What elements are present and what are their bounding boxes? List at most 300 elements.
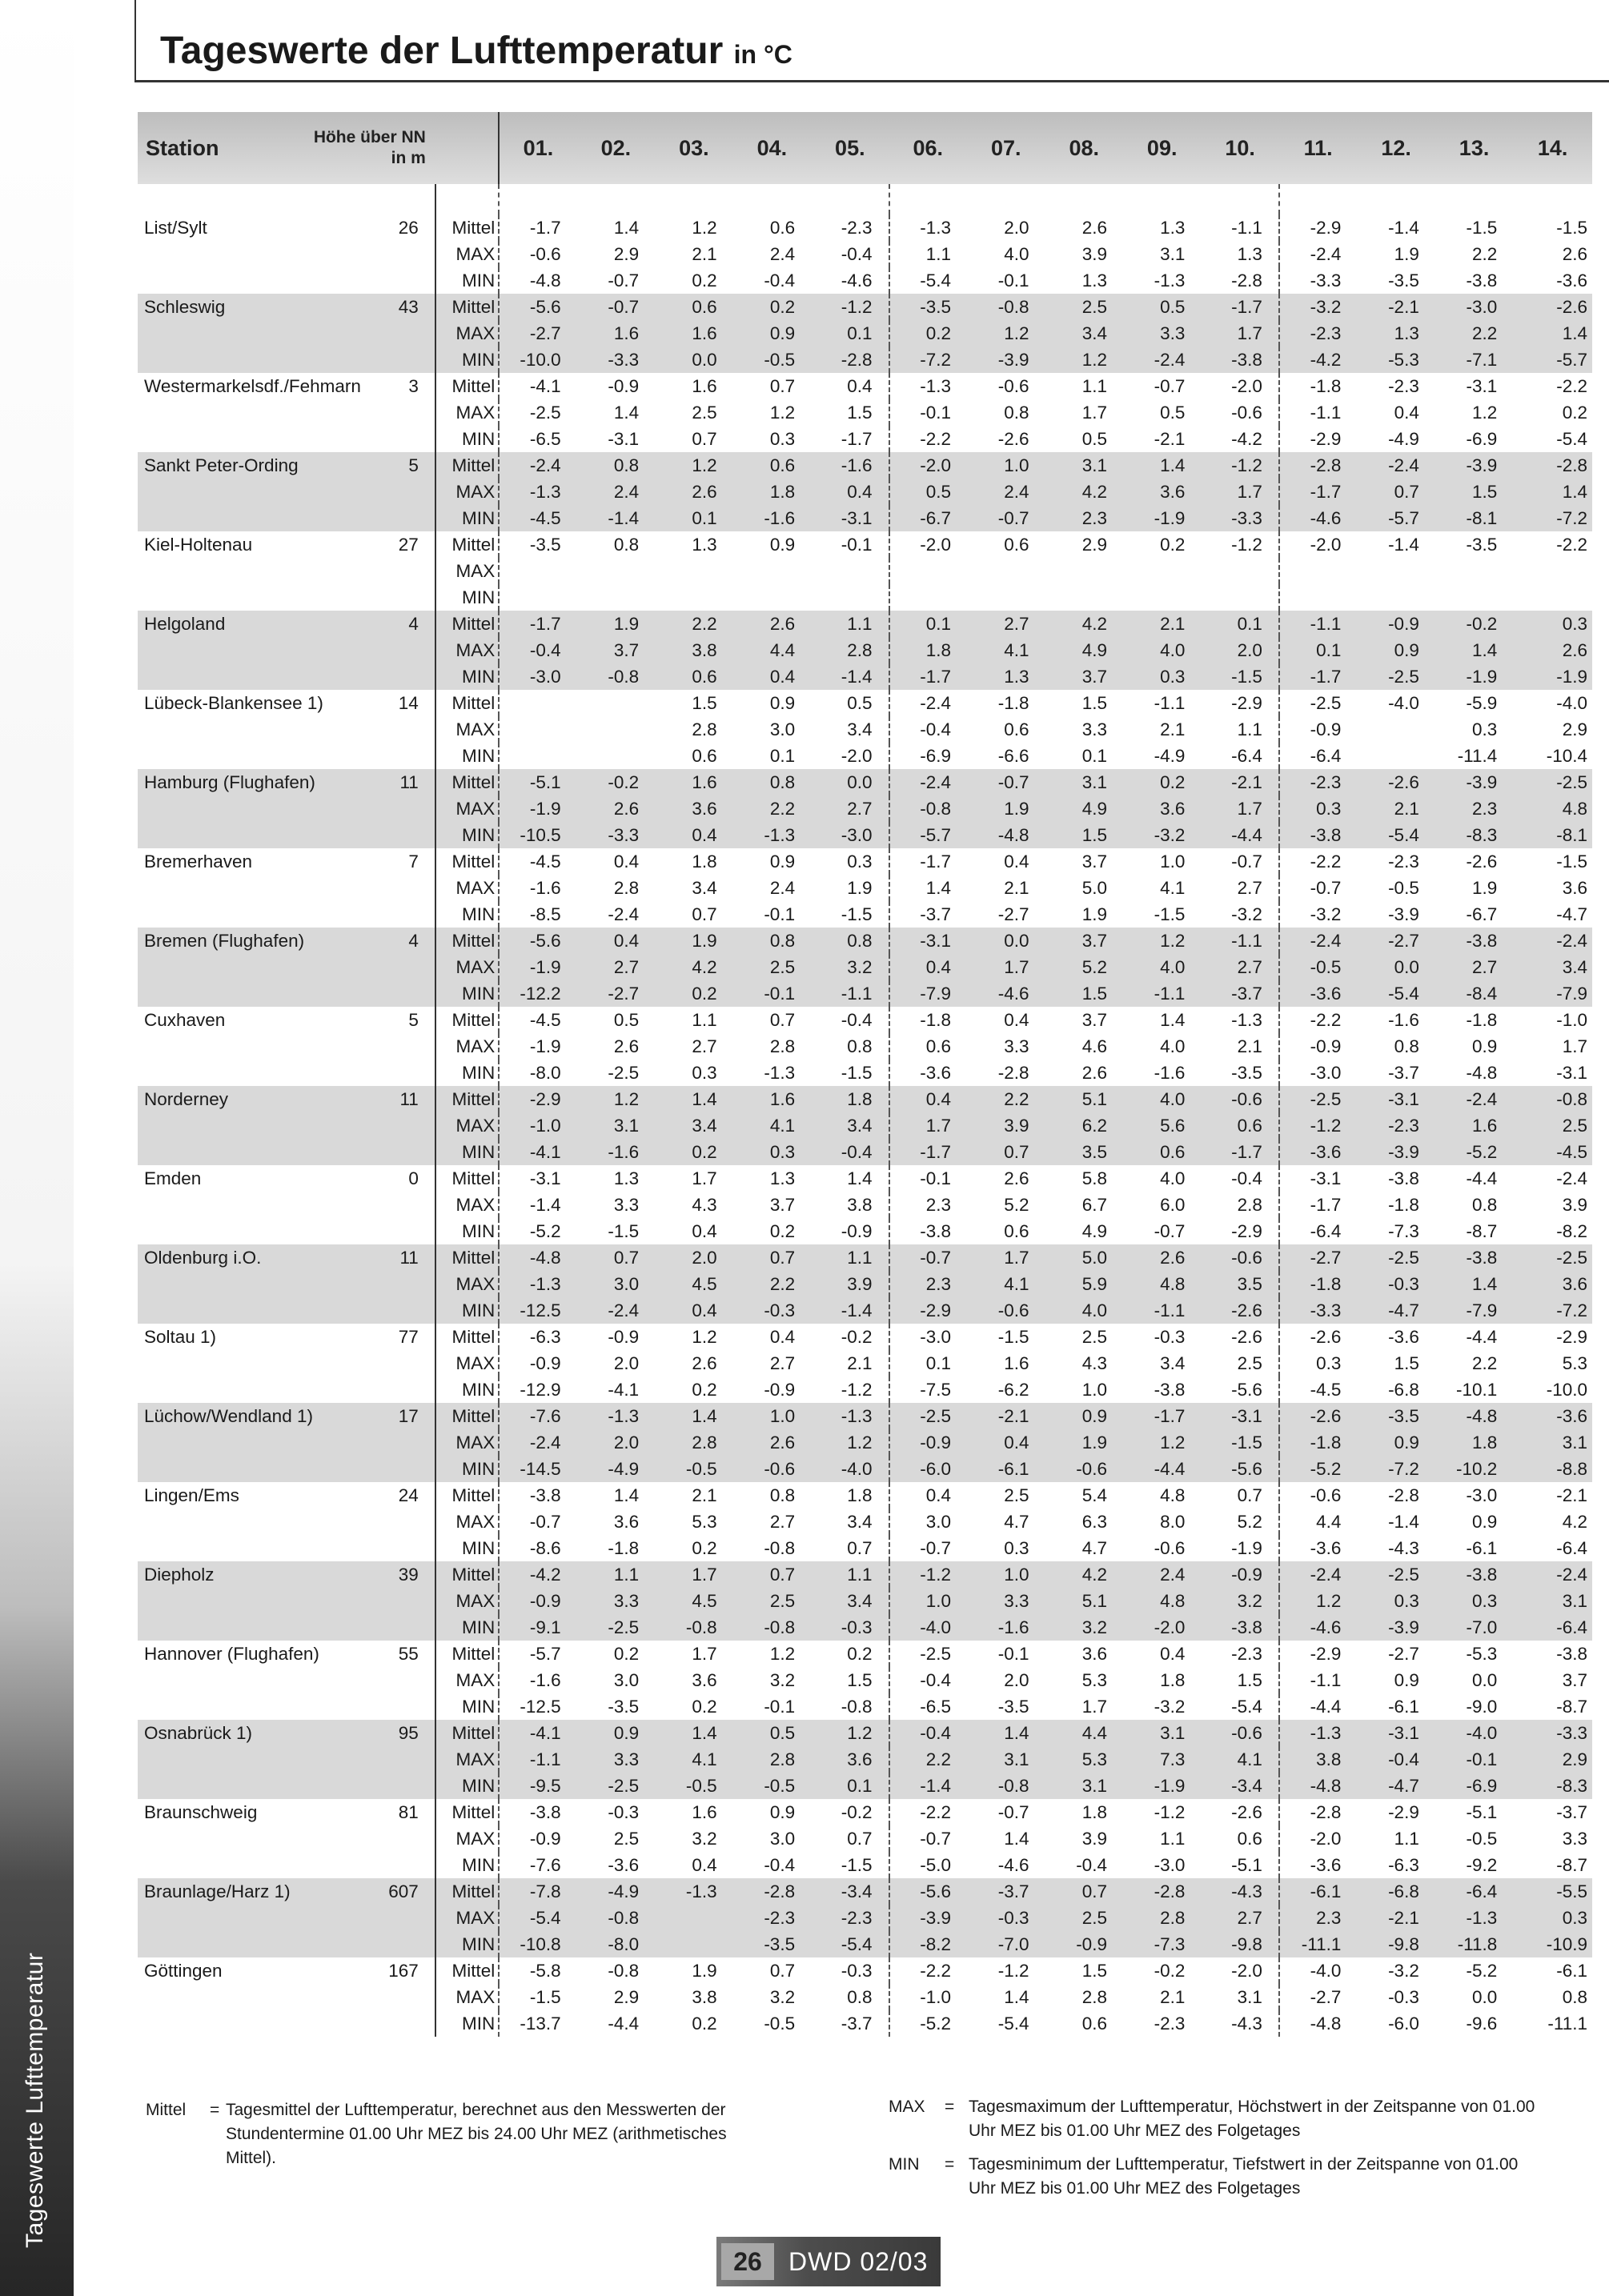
station-height: 5: [313, 452, 435, 479]
temperature-value: -2.8: [1513, 452, 1592, 479]
temperature-value: 0.7: [769, 1010, 796, 1030]
table-row: [138, 426, 1592, 452]
table-row: [138, 1641, 1592, 1667]
temperature-value: -0.7: [967, 769, 1045, 795]
temperature-value: -3.2: [1154, 1697, 1186, 1717]
temperature-value: -0.1: [764, 904, 796, 924]
temperature-value: -4.6: [997, 1855, 1029, 1875]
temperature-value: -4.0: [1310, 1961, 1342, 1981]
row-type-label: MAX: [435, 795, 499, 822]
temperature-value: -9.8: [1357, 1931, 1434, 1957]
station-height: 3: [313, 373, 435, 399]
temperature-value: 3.6: [613, 1512, 640, 1532]
temperature-value: -1.0: [920, 1987, 952, 2007]
temperature-value: -1.2: [1201, 531, 1278, 558]
temperature-value: 0.4: [577, 928, 655, 954]
temperature-value: -3.1: [811, 505, 889, 531]
row-type-label: MAX: [435, 1509, 499, 1535]
temperature-value: 3.1: [1513, 1588, 1592, 1614]
table-row: [138, 1192, 1592, 1218]
temperature-value: [1123, 558, 1201, 584]
temperature-value: -7.2: [1357, 1456, 1434, 1482]
row-type-label: MIN: [435, 1693, 499, 1720]
temperature-value: 0.3: [1004, 1538, 1029, 1558]
temperature-value: 1.3: [613, 1168, 640, 1188]
table-row: [138, 848, 1592, 875]
temperature-value: 1.1: [1160, 1829, 1186, 1849]
temperature-value: -0.5: [733, 347, 811, 373]
temperature-value: -7.2: [1513, 505, 1592, 531]
station-name: [138, 347, 313, 373]
header-day: 06.: [889, 112, 967, 184]
temperature-value: -6.4: [1513, 1614, 1592, 1641]
temperature-value: -2.2: [1310, 1010, 1342, 1030]
station-height: [313, 1060, 435, 1086]
temperature-value: -2.4: [1310, 244, 1342, 264]
station-name: Bremen (Flughafen): [138, 928, 313, 954]
temperature-value: 1.7: [889, 1112, 967, 1139]
temperature-value: -0.8: [811, 1693, 889, 1720]
temperature-value: 0.1: [1279, 637, 1357, 663]
temperature-value: 6.3: [1081, 1512, 1107, 1532]
table-row: [138, 716, 1592, 743]
temperature-value: -3.1: [1357, 1086, 1434, 1112]
station-height: [313, 1350, 435, 1376]
temperature-value: -6.0: [889, 1456, 967, 1482]
temperature-value: -10.2: [1435, 1456, 1513, 1482]
temperature-value: 2.6: [655, 479, 732, 505]
temperature-value: -0.9: [1357, 611, 1434, 637]
temperature-value: 2.6: [577, 795, 655, 822]
temperature-value: 0.0: [1472, 1987, 1498, 2007]
row-type-label: Mittel: [435, 1086, 499, 1112]
temperature-value: 3.8: [1279, 1746, 1357, 1773]
temperature-value: 1.6: [655, 320, 732, 347]
spacer-cell: [1045, 184, 1123, 214]
row-type-label: MIN: [435, 1060, 499, 1086]
temperature-value: 3.2: [769, 1987, 796, 2007]
temperature-value: -2.0: [1201, 373, 1278, 399]
legend-min-equals: =: [945, 2155, 955, 2174]
temperature-value: 3.7: [577, 637, 655, 663]
row-type-label: MIN: [435, 584, 499, 611]
station-height: 17: [313, 1403, 435, 1429]
spacer-cell: [1123, 184, 1201, 214]
temperature-value: -4.1: [608, 1380, 640, 1400]
temperature-value: 3.0: [925, 1512, 952, 1532]
table-row: [138, 1509, 1592, 1535]
temperature-value: -9.0: [1466, 1697, 1498, 1717]
temperature-value: 1.4: [655, 1720, 732, 1746]
table-row: [138, 980, 1592, 1007]
temperature-value: 0.3: [1472, 719, 1498, 739]
temperature-value: 2.5: [1201, 1350, 1278, 1376]
table-row: [138, 1588, 1592, 1614]
temperature-value: 1.8: [1435, 1429, 1513, 1456]
temperature-value: 0.7: [577, 1244, 655, 1271]
temperature-value: 0.0: [1357, 954, 1434, 980]
temperature-value: 1.0: [967, 452, 1045, 479]
temperature-value: 0.3: [1513, 611, 1592, 637]
station-height: [313, 875, 435, 901]
row-type-label: Mittel: [435, 848, 499, 875]
station-height: [313, 1667, 435, 1693]
temperature-value: -0.3: [967, 1905, 1045, 1931]
temperature-value: 2.2: [889, 1746, 967, 1773]
temperature-value: 1.8: [1081, 1802, 1107, 1822]
temperature-value: -1.8: [1310, 376, 1342, 396]
temperature-value: 2.6: [692, 1353, 717, 1373]
temperature-value: 6.0: [1160, 1195, 1186, 1215]
header-station: Station: [138, 112, 313, 184]
temperature-value: 2.0: [613, 1353, 640, 1373]
temperature-value: -2.5: [529, 403, 561, 423]
temperature-value: -0.4: [811, 1139, 889, 1165]
station-height: 4: [313, 928, 435, 954]
temperature-value: 2.7: [577, 954, 655, 980]
temperature-value: -3.6: [1310, 1855, 1342, 1875]
temperature-value: 4.9: [1081, 1221, 1107, 1241]
temperature-value: 2.5: [692, 403, 717, 423]
row-type-label: MIN: [435, 1376, 499, 1403]
temperature-value: 0.0: [967, 928, 1045, 954]
temperature-value: [577, 716, 655, 743]
station-name: [138, 663, 313, 690]
temperature-value: -3.1: [1201, 1403, 1278, 1429]
temperature-value: 1.9: [811, 875, 889, 901]
temperature-value: 0.3: [1357, 1588, 1434, 1614]
temperature-value: 2.6: [1004, 1168, 1029, 1188]
temperature-value: 1.8: [811, 1086, 889, 1112]
temperature-value: -1.1: [1201, 214, 1278, 241]
station-name: [138, 479, 313, 505]
temperature-value: -11.8: [1435, 1931, 1513, 1957]
temperature-value: -2.8: [733, 1878, 811, 1905]
temperature-value: -3.5: [889, 294, 967, 320]
temperature-value: 4.7: [1004, 1512, 1029, 1532]
temperature-value: -5.4: [997, 2014, 1029, 2034]
temperature-value: 7.3: [1123, 1746, 1201, 1773]
temperature-value: -10.8: [499, 1931, 576, 1957]
temperature-value: -3.2: [1123, 822, 1201, 848]
temperature-value: [499, 716, 576, 743]
station-name: [138, 1456, 313, 1482]
temperature-value: 0.8: [769, 1485, 796, 1505]
temperature-value: -2.8: [1123, 1878, 1201, 1905]
temperature-value: -2.2: [920, 1961, 952, 1981]
temperature-value: -2.4: [1279, 928, 1357, 954]
temperature-value: 1.2: [1123, 928, 1201, 954]
station-name: Westermarkelsdf./Fehmarn: [144, 376, 361, 396]
temperature-value: 1.8: [733, 479, 811, 505]
temperature-value: -4.1: [499, 1720, 576, 1746]
temperature-value: -2.1: [1357, 294, 1434, 320]
temperature-value: -4.8: [967, 822, 1045, 848]
spacer-cell: [138, 184, 313, 214]
temperature-value: -4.2: [1201, 426, 1278, 452]
temperature-value: -3.7: [920, 904, 952, 924]
temperature-value: -6.3: [1388, 1855, 1419, 1875]
temperature-value: 1.1: [925, 244, 952, 264]
temperature-value: -0.7: [1154, 1221, 1186, 1241]
table-row: [138, 1350, 1592, 1376]
temperature-value: -12.2: [499, 980, 576, 1007]
temperature-value: 0.7: [1357, 479, 1434, 505]
temperature-value: 2.8: [1201, 1192, 1278, 1218]
temperature-value: -2.0: [811, 743, 889, 769]
temperature-value: 4.6: [1081, 1036, 1107, 1056]
temperature-value: -2.4: [1279, 1561, 1357, 1588]
station-name: Lübeck-Blankensee 1): [144, 693, 323, 713]
station-height: [313, 1509, 435, 1535]
station-height: [313, 1376, 435, 1403]
temperature-value: 1.1: [1394, 1829, 1419, 1849]
temperature-value: -3.6: [608, 1855, 640, 1875]
temperature-value: -3.9: [889, 1905, 967, 1931]
row-type-label: MAX: [435, 954, 499, 980]
temperature-value: -2.7: [1279, 1244, 1357, 1271]
temperature-value: -2.4: [1435, 1086, 1513, 1112]
temperature-value: -3.7: [1388, 1063, 1419, 1083]
side-bar: [0, 0, 74, 2296]
temperature-value: -3.7: [1556, 1802, 1587, 1822]
temperature-value: 3.0: [613, 1670, 640, 1690]
table-body: [138, 184, 1592, 2037]
temperature-value: -3.1: [1310, 1168, 1342, 1188]
temperature-value: 0.3: [1513, 1905, 1592, 1931]
temperature-value: 3.3: [1123, 320, 1201, 347]
temperature-value: 0.9: [733, 320, 811, 347]
temperature-value: 0.4: [1004, 1010, 1029, 1030]
temperature-value: 5.4: [1081, 1485, 1107, 1505]
temperature-value: -0.9: [499, 1588, 576, 1614]
temperature-value: -1.7: [499, 611, 576, 637]
temperature-value: 2.3: [925, 1195, 952, 1215]
station-height: [313, 479, 435, 505]
temperature-value: -1.8: [1388, 1195, 1419, 1215]
temperature-value: 4.5: [655, 1271, 732, 1297]
temperature-value: 1.4: [1004, 1987, 1029, 2007]
temperature-value: 6.7: [1081, 1195, 1107, 1215]
row-type-label: Mittel: [435, 1007, 499, 1033]
header-day: 08.: [1045, 112, 1123, 184]
temperature-value: -5.6: [499, 294, 576, 320]
temperature-value: 0.9: [769, 851, 796, 872]
temperature-value: 0.9: [769, 1802, 796, 1822]
row-type-label: Mittel: [435, 769, 499, 795]
station-name: [138, 1905, 313, 1931]
station-name: [138, 1667, 313, 1693]
table-row: [138, 558, 1592, 584]
temperature-value: -2.2: [920, 1802, 952, 1822]
temperature-value: -6.3: [529, 1327, 561, 1347]
temperature-value: 3.7: [1081, 851, 1107, 872]
temperature-value: 0.0: [811, 769, 889, 795]
temperature-value: -5.1: [1466, 1802, 1498, 1822]
temperature-value: -0.1: [733, 980, 811, 1007]
temperature-value: 2.2: [733, 1271, 811, 1297]
table-row: [138, 1799, 1592, 1825]
station-height: 24: [313, 1482, 435, 1509]
temperature-value: 3.7: [1045, 663, 1123, 690]
temperature-value: -5.4: [1357, 980, 1434, 1007]
station-name: [138, 637, 313, 663]
temperature-value: 3.2: [692, 1829, 717, 1849]
temperature-value: 1.2: [1279, 1588, 1357, 1614]
temperature-value: 0.3: [733, 1139, 811, 1165]
row-type-label: MIN: [435, 663, 499, 690]
temperature-value: -3.0: [1435, 294, 1513, 320]
temperature-value: 4.8: [1513, 795, 1592, 822]
legend-min-key: MIN: [889, 2155, 920, 2174]
temperature-value: 0.6: [1004, 1221, 1029, 1241]
temperature-value: [811, 584, 889, 611]
temperature-value: 1.8: [692, 851, 717, 872]
temperature-value: 0.8: [1004, 403, 1029, 423]
temperature-value: 0.1: [1081, 746, 1107, 766]
row-type-label: Mittel: [435, 928, 499, 954]
temperature-value: -5.8: [529, 1961, 561, 1981]
temperature-value: -2.4: [499, 452, 576, 479]
temperature-value: -5.4: [811, 1931, 889, 1957]
temperature-value: 0.2: [613, 1644, 640, 1664]
temperature-value: -0.5: [733, 1773, 811, 1799]
temperature-value: -0.2: [1435, 611, 1513, 637]
temperature-value: [1513, 558, 1592, 584]
temperature-value: 4.4: [1045, 1720, 1123, 1746]
side-bar-label: Tageswerte Lufttemperatur: [22, 1952, 48, 2248]
temperature-value: 2.7: [692, 1036, 717, 1056]
header-day: 12.: [1357, 112, 1434, 184]
temperature-value: -4.6: [1279, 505, 1357, 531]
temperature-value: -0.7: [889, 1244, 967, 1271]
station-name: [138, 1509, 313, 1535]
temperature-value: -0.3: [1154, 1327, 1186, 1347]
temperature-value: -3.8: [1201, 347, 1278, 373]
temperature-value: -2.3: [1279, 320, 1357, 347]
temperature-value: 4.9: [1045, 637, 1123, 663]
temperature-value: 2.3: [1279, 1905, 1357, 1931]
temperature-value: 2.2: [733, 795, 811, 822]
temperature-value: -1.9: [1123, 505, 1201, 531]
temperature-value: -3.4: [811, 1878, 889, 1905]
temperature-value: -1.6: [529, 878, 561, 898]
station-height: 43: [313, 294, 435, 320]
temperature-value: -2.3: [811, 1905, 889, 1931]
temperature-value: -4.0: [889, 1614, 967, 1641]
station-height: [313, 399, 435, 426]
table-row: [138, 1561, 1592, 1588]
temperature-value: -2.6: [1279, 1403, 1357, 1429]
station-height: [313, 347, 435, 373]
temperature-value: -1.1: [1154, 693, 1186, 713]
temperature-value: 2.1: [1004, 878, 1029, 898]
station-name: [138, 875, 313, 901]
table-row: [138, 214, 1592, 241]
temperature-value: -1.8: [1279, 1271, 1357, 1297]
temperature-value: 0.1: [925, 1353, 952, 1373]
temperature-value: 0.7: [769, 1961, 796, 1981]
temperature-value: -0.4: [811, 1007, 889, 1033]
station-name: [138, 1297, 313, 1324]
temperature-value: -1.3: [1279, 1720, 1357, 1746]
temperature-value: 1.4: [967, 1720, 1045, 1746]
temperature-value: -0.8: [608, 1961, 640, 1981]
temperature-value: -0.9: [889, 1429, 967, 1456]
temperature-value: -3.8: [529, 1485, 561, 1505]
temperature-value: -4.9: [1154, 746, 1186, 766]
table-row: [138, 320, 1592, 347]
temperature-value: [889, 558, 967, 584]
temperature-value: [655, 1905, 732, 1931]
temperature-value: -1.3: [764, 1063, 796, 1083]
temperature-value: -2.4: [1513, 1561, 1592, 1588]
row-type-label: MIN: [435, 2010, 499, 2037]
row-type-label: Mittel: [435, 373, 499, 399]
temperature-value: 4.1: [655, 1746, 732, 1773]
temperature-value: 2.0: [655, 1244, 732, 1271]
temperature-value: 1.7: [1201, 479, 1278, 505]
station-name: Emden: [144, 1168, 202, 1188]
temperature-value: 2.9: [613, 1987, 640, 2007]
row-type-label: MIN: [435, 347, 499, 373]
temperature-value: 3.4: [811, 1112, 889, 1139]
temperature-value: -1.3: [920, 376, 952, 396]
temperature-value: 2.9: [1562, 719, 1587, 739]
spacer-cell: [1279, 184, 1357, 214]
temperature-value: 0.7: [769, 376, 796, 396]
temperature-value: 1.6: [733, 1086, 811, 1112]
temperature-value: 1.5: [1081, 693, 1107, 713]
row-type-label: MAX: [435, 1588, 499, 1614]
row-type-label: MAX: [435, 1825, 499, 1852]
station-name: [138, 1060, 313, 1086]
temperature-value: 0.7: [811, 1535, 889, 1561]
temperature-value: 0.2: [769, 1221, 796, 1241]
temperature-value: -1.5: [1201, 1429, 1278, 1456]
temperature-value: 4.0: [1123, 954, 1201, 980]
temperature-value: 1.5: [1045, 980, 1123, 1007]
temperature-value: 1.4: [1435, 637, 1513, 663]
station-name: [138, 1112, 313, 1139]
temperature-value: -4.9: [577, 1878, 655, 1905]
row-type-label: Mittel: [435, 1799, 499, 1825]
station-height: [313, 267, 435, 294]
temperature-value: -5.2: [1466, 1961, 1498, 1981]
temperature-value: 0.1: [889, 611, 967, 637]
temperature-value: -0.3: [733, 1297, 811, 1324]
temperature-value: 0.2: [655, 1139, 732, 1165]
header-day: 10.: [1201, 112, 1278, 184]
temperature-value: 1.5: [1201, 1667, 1278, 1693]
temperature-value: -5.1: [499, 769, 576, 795]
temperature-value: -5.4: [1556, 429, 1587, 449]
temperature-value: 0.9: [1357, 637, 1434, 663]
temperature-value: 3.8: [692, 1987, 717, 2007]
temperature-value: 1.2: [692, 1327, 717, 1347]
temperature-value: 2.5: [1081, 1327, 1107, 1347]
temperature-value: -2.3: [1357, 1112, 1434, 1139]
temperature-value: 3.1: [1513, 1429, 1592, 1456]
temperature-value: -3.8: [529, 1802, 561, 1822]
spacer-cell: [889, 184, 967, 214]
temperature-value: 0.0: [655, 347, 732, 373]
temperature-value: 3.9: [1081, 244, 1107, 264]
temperature-value: 1.0: [1160, 851, 1186, 872]
temperature-value: 1.2: [692, 218, 717, 238]
temperature-value: -4.9: [1388, 429, 1419, 449]
spacer-cell: [499, 184, 576, 214]
